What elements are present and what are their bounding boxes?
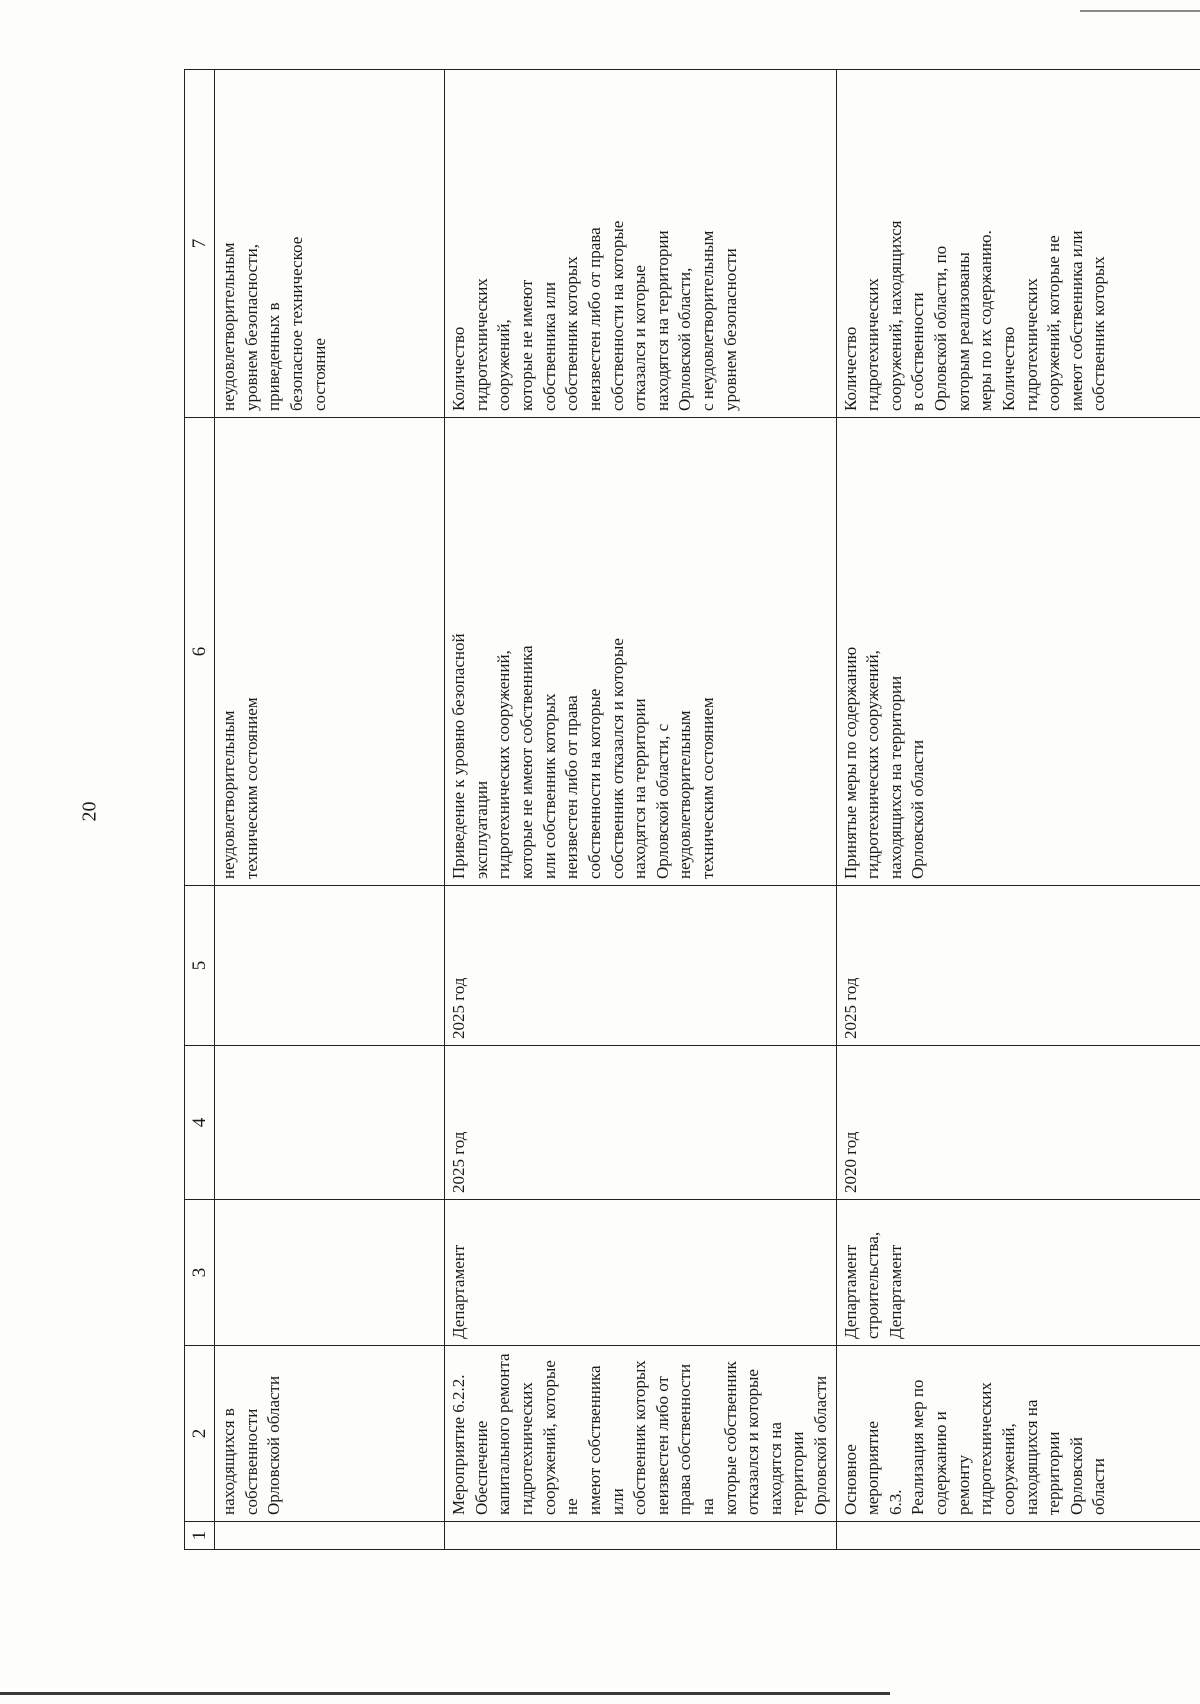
cell-indicator: Количество гидротехнических сооружений, находящихся в собственности Орловской области, по которым реализованы меры по их содержанию. Количество гидротехнических сооружений, которые не имеют собственника или собственник которых [836, 70, 1200, 418]
rotated-table-container [184, 70, 1200, 1550]
column-header-5: 5 [185, 886, 215, 1046]
cell-activity: находящихся в собственности Орловской области [215, 1346, 445, 1522]
cell-executor: Департамент [445, 1200, 836, 1346]
table-row [445, 70, 836, 1550]
cell-number [445, 1522, 836, 1550]
cell-executor: Департамент строительства, Департамент [836, 1200, 1200, 1346]
column-header-4: 4 [185, 1046, 215, 1200]
column-header-1: 1 [185, 1522, 215, 1550]
cell-end-year [215, 886, 445, 1046]
cell-expected-result: неудовлетворительным техническим состоянием [215, 418, 445, 886]
program-activities-table [184, 69, 1200, 1550]
cell-end-year: 2025 год [836, 886, 1200, 1046]
table-header-row [185, 70, 215, 1550]
cell-activity: Мероприятие 6.2.2. Обеспечение капитального ремонта гидротехнических сооружений, которые не имеют собственника или собственник которых неизвестен либо от права собственности на которые собственник отказался и которые находятся на территории Орловской области [445, 1346, 836, 1522]
scan-edge-bottom [0, 1692, 890, 1695]
cell-expected-result: Принятые меры по содержанию гидротехнических сооружений, находящихся на территории Орловской области [836, 418, 1200, 886]
column-header-7: 7 [185, 70, 215, 418]
table-row [836, 70, 1200, 1550]
table-row [215, 70, 445, 1550]
cell-indicator: неудовлетворительным уровнем безопасности, приведенных в безопасное техническое состояние [215, 70, 445, 418]
cell-start-year: 2020 год [836, 1046, 1200, 1200]
cell-start-year: 2025 год [445, 1046, 836, 1200]
cell-indicator: Количество гидротехнических сооружений, которые не имеют собственника или собственник которых неизвестен либо от права собственности на которые отказался и которые находятся на территории Орловской области, с неудовлетворительным уровнем безопасности [445, 70, 836, 418]
cell-executor [215, 1200, 445, 1346]
scan-edge-top [1080, 10, 1200, 12]
cell-activity: Основное мероприятие 6.3. Реализация мер по содержанию и ремонту гидротехнических сооружений, находящихся на территории Орловской области [836, 1346, 1200, 1522]
page-number: 20 [78, 801, 101, 822]
column-header-6: 6 [185, 418, 215, 886]
cell-number [836, 1522, 1200, 1550]
cell-end-year: 2025 год [445, 886, 836, 1046]
column-header-3: 3 [185, 1200, 215, 1346]
cell-expected-result: Приведение к уровню безопасной эксплуатации гидротехнических сооружений, которые не имеют собственника или собственник которых неизвестен либо от права собственности на которые собственник отказался и которые находятся на территории Орловской области, с неудовлетворительным техническим состоянием [445, 418, 836, 886]
column-header-2: 2 [185, 1346, 215, 1522]
cell-number [215, 1522, 445, 1550]
cell-start-year [215, 1046, 445, 1200]
